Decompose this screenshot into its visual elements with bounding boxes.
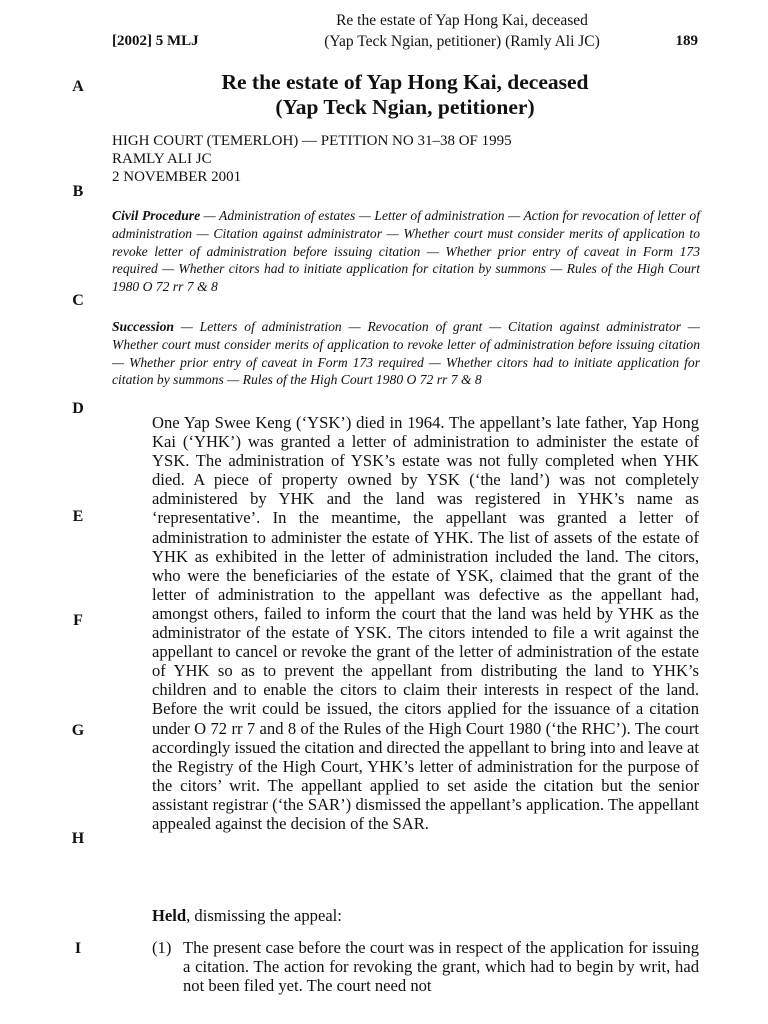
catchword-text: — Administration of estates — Letter of administration — Action for revocation of letter of administration — Citation against administrator — Whether court must consider merits of application to revoke letter of administration before issuing citation — Whether prior entry of caveat in Form 173 required — Whether citors had to initiate application for citation by summons — Rules of the High Court 1980 O 72 rr 7 & 8 [112, 208, 700, 295]
held-label: Held [152, 906, 187, 925]
margin-letter-b: B [72, 183, 84, 200]
margin-letter-c: C [72, 292, 84, 309]
margin-letter-d: D [72, 400, 84, 417]
margin-letter-g: G [71, 722, 85, 739]
case-title-line2: (Yap Teck Ngian, petitioner) [275, 95, 535, 119]
report-citation: [2002] 5 MLJ [112, 33, 199, 49]
court-line: HIGH COURT (TEMERLOH) — PETITION NO 31–38 OF 1995 [112, 133, 512, 149]
held-item-text: The present case before the court was in respect of the application for issuing a citation. The action for revoking the grant, which had to begin by writ, had not been filed yet. The court need not [183, 938, 699, 996]
margin-letter-a: A [72, 78, 84, 95]
margin-letter-e: E [72, 508, 84, 525]
running-title-line1: Re the estate of Yap Hong Kai, deceased [336, 12, 588, 29]
running-title [280, 10, 644, 52]
case-title [110, 70, 700, 120]
case-title-line1: Re the estate of Yap Hong Kai, deceased [221, 70, 589, 94]
margin-letter-i: I [74, 940, 82, 957]
catchword-subject: Succession [112, 319, 174, 334]
judge-line: RAMLY ALI JC [112, 151, 212, 167]
catchword-succession [112, 318, 700, 389]
catchword-subject: Civil Procedure [112, 208, 201, 223]
page-number: 189 [675, 33, 698, 49]
case-details [112, 132, 512, 186]
headnote-paragraph: One Yap Swee Keng (‘YSK’) died in 1964. The appellant’s late father, Yap Hong Kai (‘YHK’) was granted a letter of administration to administer the estate of YSK. The administration of YSK’s estate was not fully completed when YHK died. A piece of property owned by YSK (‘the land’) was not completely administered by YHK and the land was registered in YHK’s name as ‘representative’. In the meantime, the appellant was granted a letter of administration to administer the estate of YHK. The list of assets of the estate of YHK as exhibited in the letter of administration included the land. The citors, who were the beneficiaries of the estate of YSK, claimed that the grant of the letter of administration to the appellant was defective as the appellant had, amongst others, failed to inform the court that the land was held by YHK as the administrator of the estate of YSK. The citors intended to file a writ against the appellant to cancel or revoke the grant of the letter of administration of the estate of YHK so as to prevent the appellant from distributing the land to YHK’s children and to enable the citors to claim their interests in respect of the land. Before the writ could be issued, the citors applied for the issuance of a citation under O 72 rr 7 and 8 of the Rules of the High Court 1980 (‘the RHC’). The court accordingly issued the citation and directed the appellant to bring into and leave at the Registry of the High Court, YHK’s letter of administration for the purpose of the citors’ writ. The appellant applied to set aside the citation but the senior assistant registrar (‘the SAR’) dismissed the appellant’s application. The appellant appealed against the decision of the SAR. [152, 413, 699, 833]
catchword-text: — Letters of administration — Revocation of grant — Citation against administrator — Whether court must consider merits of application to revoke letter of administration before issuing citation — Whether prior entry of caveat in Form 173 required — Whether citors had to initiate application for citation by summons — Rules of the High Court 1980 O 72 rr 7 & 8 [112, 319, 700, 388]
held-heading [152, 906, 342, 926]
running-title-line2: (Yap Teck Ngian, petitioner) (Ramly Ali JC) [324, 33, 600, 50]
held-item-number: (1) [152, 938, 172, 957]
held-rest: , dismissing the appeal: [186, 906, 342, 925]
catchword-civil-procedure [112, 207, 700, 296]
date-line: 2 NOVEMBER 2001 [112, 169, 242, 185]
margin-letter-f: F [73, 612, 83, 629]
held-item [152, 938, 699, 995]
margin-letter-h: H [71, 830, 85, 847]
